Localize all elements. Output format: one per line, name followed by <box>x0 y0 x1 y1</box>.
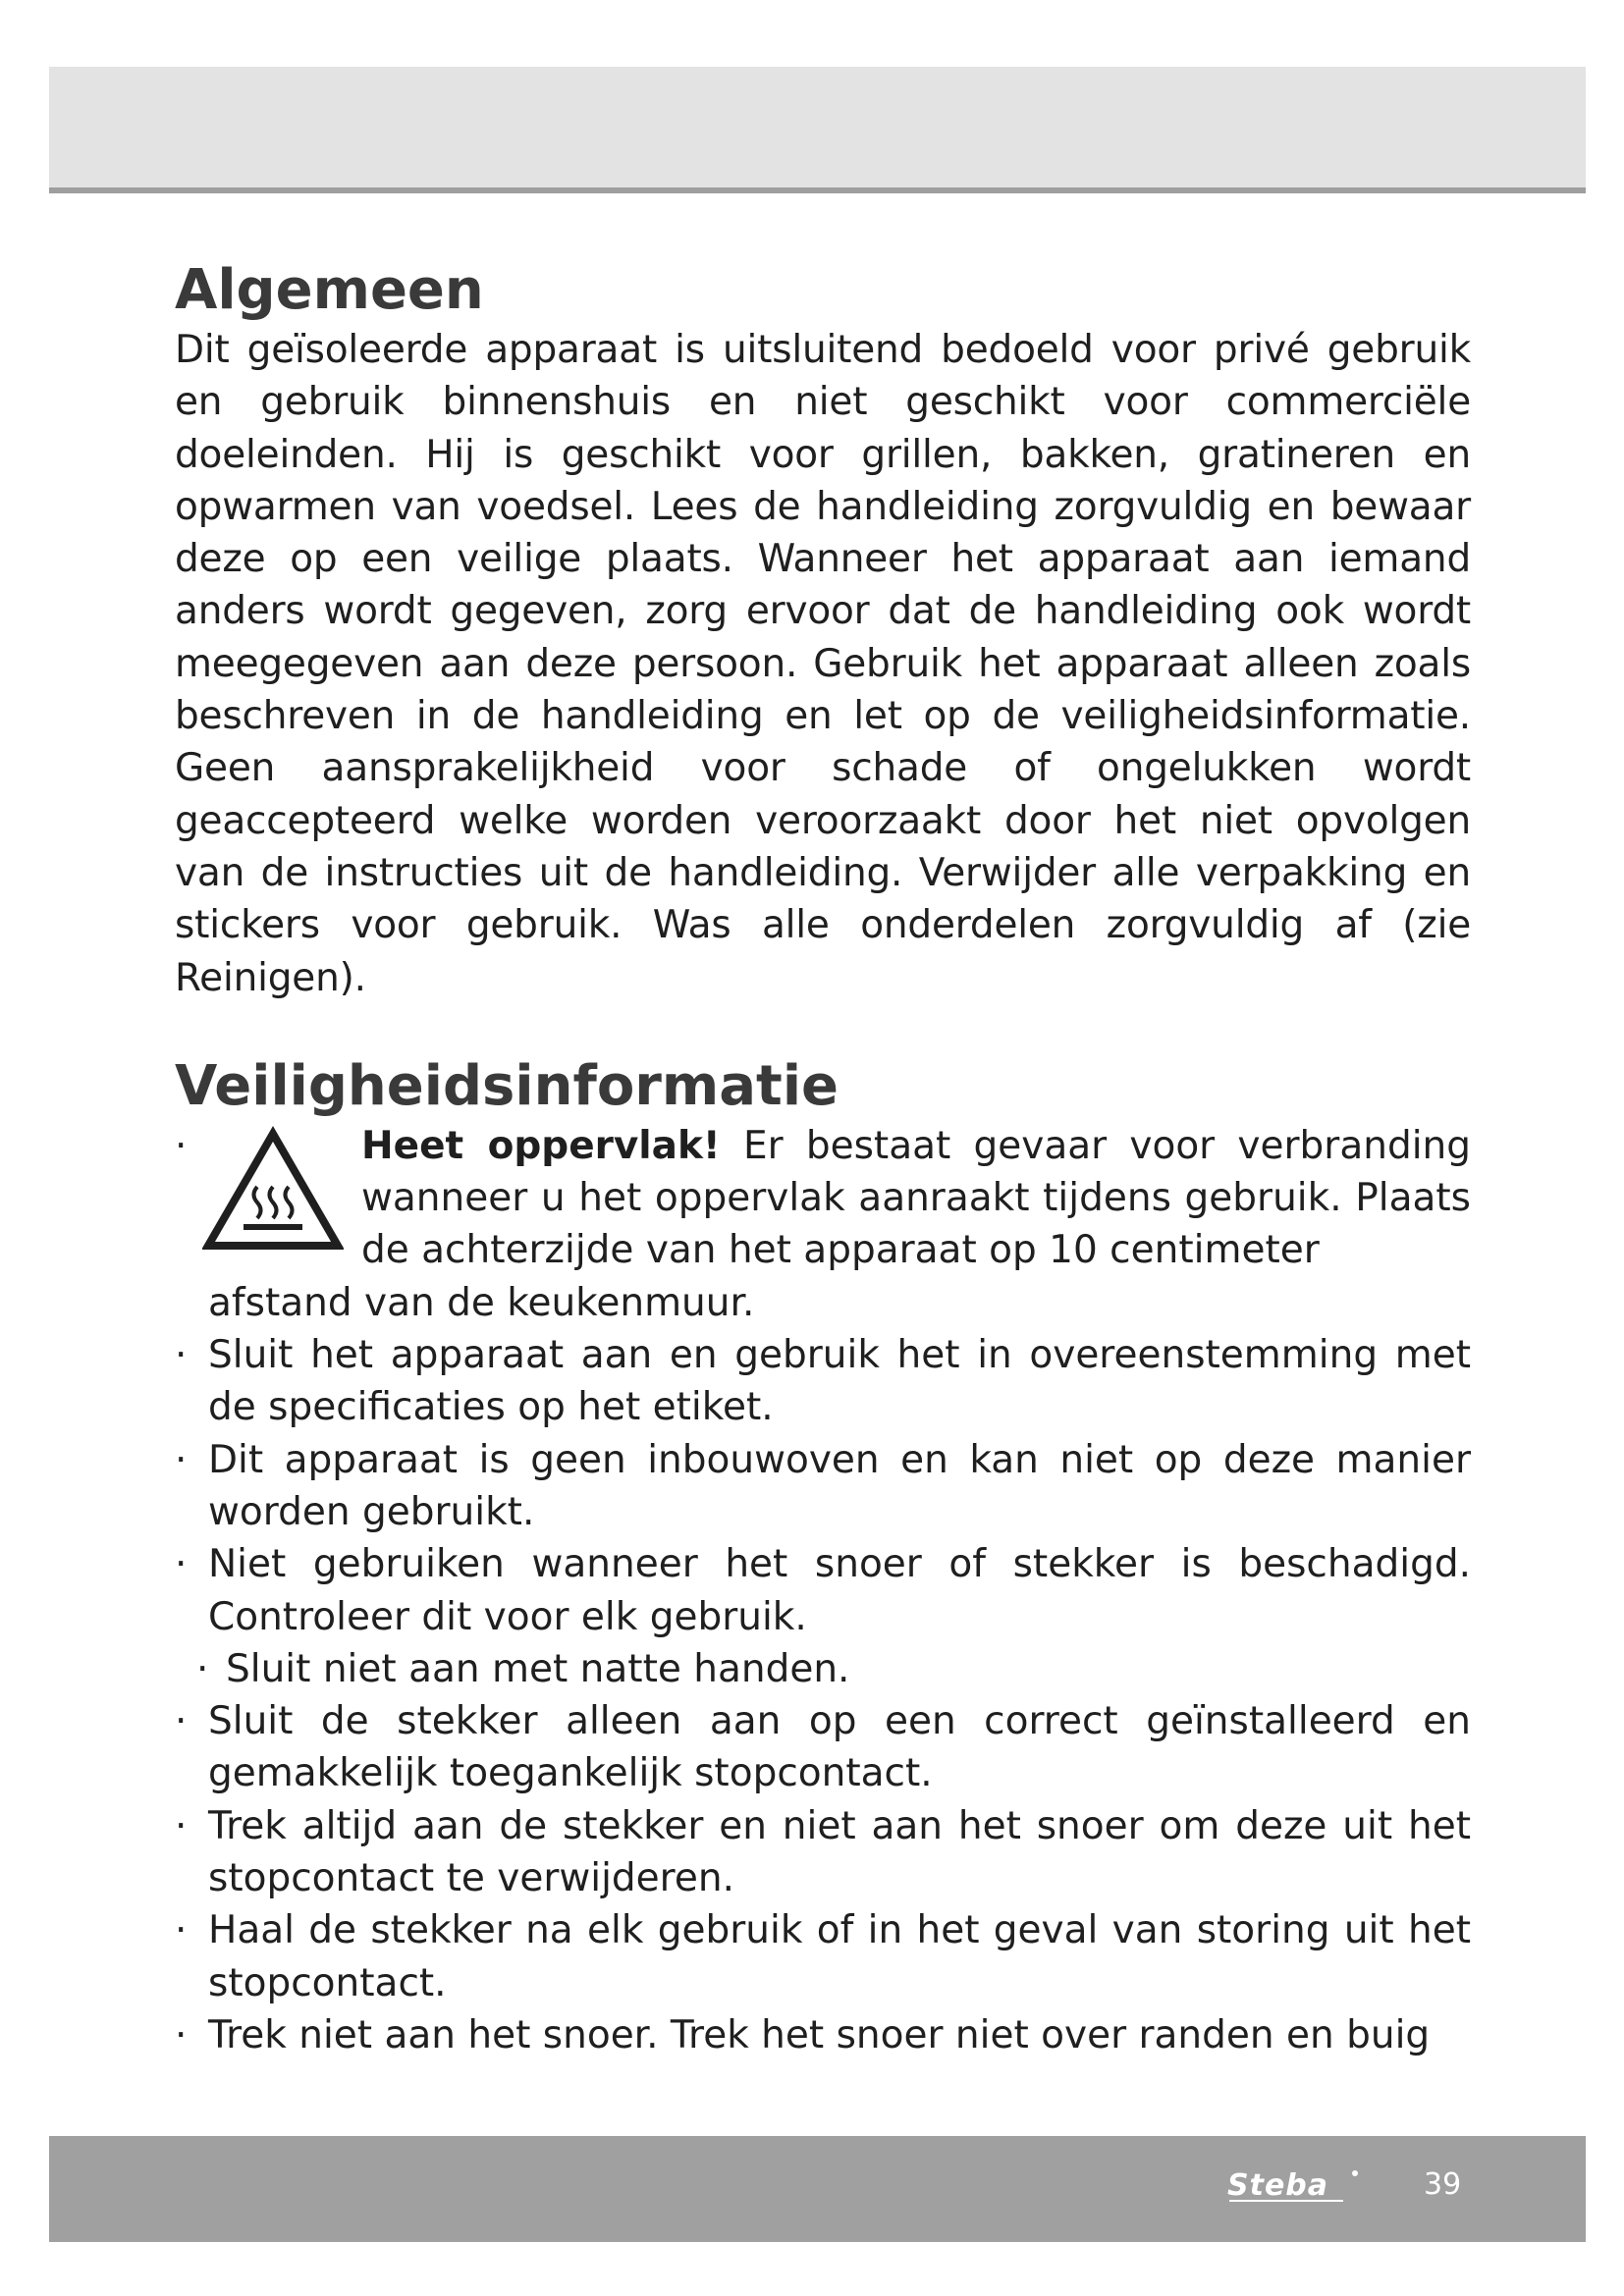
list-item: · Dit apparaat is geen inbouwoven en kan niet op deze manier worden gebruikt. <box>175 1434 1471 1539</box>
page-number: 39 <box>1424 2167 1462 2202</box>
list-item: · Sluit niet aan met natte handen. <box>175 1643 1471 1695</box>
hot-surface-title: Heet oppervlak! <box>361 1123 721 1168</box>
list-item: · Haal de stekker na elk gebruik of in het geval van storing uit het stopcontact. <box>175 1904 1471 2009</box>
svg-text:Steba: Steba <box>1227 2168 1329 2203</box>
list-item: · Niet gebruiken wanneer het snoer of stekker is beschadigd. Controleer dit voor elk gebruik. <box>175 1538 1471 1643</box>
safety-list <box>175 1329 1471 2061</box>
steba-logo <box>1225 2165 1373 2209</box>
list-item: · Trek niet aan het snoer. Trek het snoer niet over randen en buig <box>175 2009 1471 2061</box>
bullet-dot: · <box>175 1123 188 1168</box>
section-heading-general: Algemeen <box>175 258 484 322</box>
section-heading-safety: Veiligheidsinformatie <box>175 1053 839 1118</box>
hot-surface-warning <box>175 1120 1471 1329</box>
list-item: · Trek altijd aan de stekker en niet aan het snoer om deze uit het stopcontact te verwijderen. <box>175 1800 1471 1905</box>
hot-surface-text-block <box>361 1120 1471 1277</box>
hot-surface-text: Er bestaat gevaar voor verbranding wanneer u het oppervlak aanraakt tijdens gebruik. Plaats de achterzijde van het apparaat op 10 centimeter <box>361 1123 1472 1273</box>
hot-surface-warning-icon <box>202 1126 344 1254</box>
list-item: · Sluit het apparaat aan en gebruik het in overeenstemming met de specificaties op het etiket. <box>175 1329 1471 1434</box>
general-paragraph: Dit geïsoleerde apparaat is uitsluitend bedoeld voor privé gebruik en gebruik binnenshuis en niet geschikt voor commerciële doeleinden. Hij is geschikt voor grillen, bakken, gratineren en opwarmen van voedsel. Lees de handleiding zorgvuldig en bewaar deze op een veilige plaats. Wanneer het apparaat aan iemand anders wordt gegeven, zorg ervoor dat de handleiding ook wordt meegegeven aan deze persoon. Gebruik het apparaat alleen zoals beschreven in de handleiding en let op de veiligheidsinformatie. Geen aansprakelijkheid voor schade of ongelukken wordt geaccepteerd welke worden veroorzaakt door het niet opvolgen van de instructies uit de handleiding. Verwijder alle verpakking en stickers voor gebruik. Was alle onderdelen zorgvuldig af (zie Reinigen). <box>175 328 1471 1000</box>
page-content <box>175 257 1471 2061</box>
list-item: · Sluit de stekker alleen aan op een correct geïnstalleerd en gemakkelijk toegankelijk stopcontact. <box>175 1695 1471 1800</box>
hot-surface-text-continued: afstand van de keukenmuur. <box>208 1280 755 1325</box>
header-band <box>49 67 1586 193</box>
